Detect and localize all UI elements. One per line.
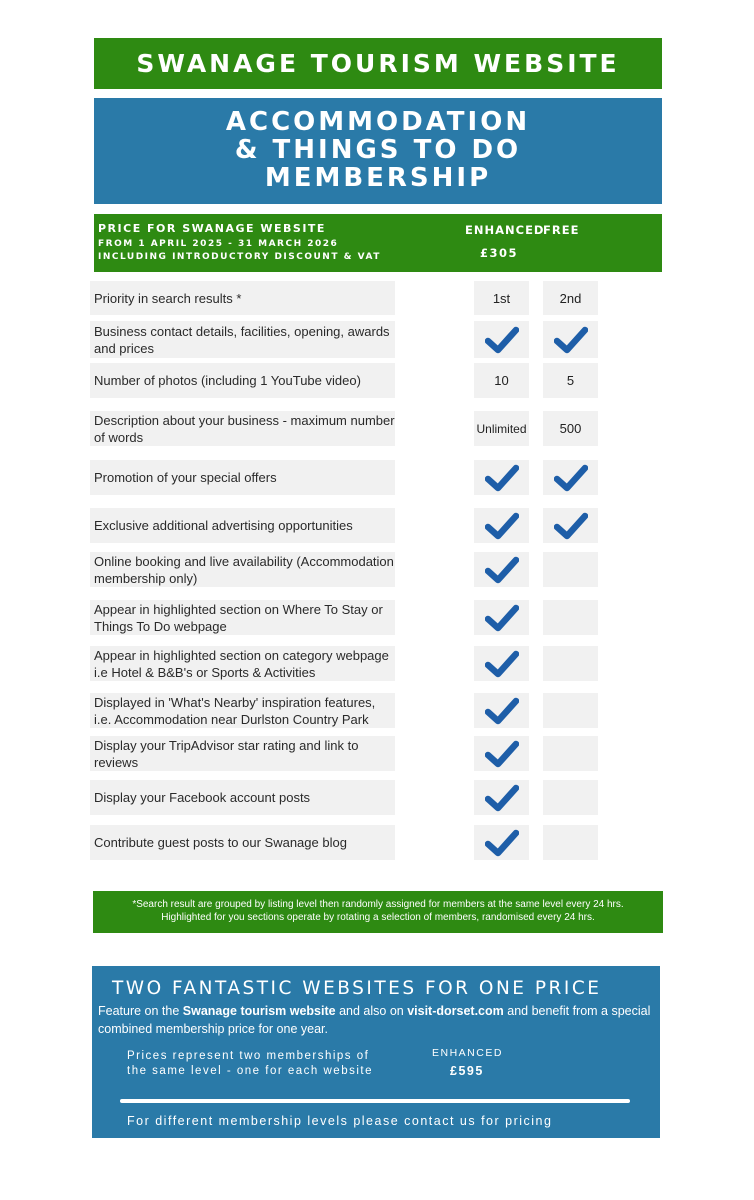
title-line-3: MEMBERSHIP — [264, 163, 492, 193]
enhanced-cell — [474, 825, 529, 860]
checkmark-icon — [485, 784, 519, 812]
checkmark-icon — [485, 697, 519, 725]
enhanced-cell — [474, 281, 529, 315]
footnote-line-1: *Search result are grouped by listing level then randomly assigned for members at the same level every 24 hrs. — [132, 899, 624, 910]
free-cell — [543, 281, 598, 315]
feature-label: Online booking and live availability (Accommodation membership only) — [90, 552, 395, 587]
enhanced-value: Unlimited — [476, 421, 527, 436]
enhanced-value: 1st — [492, 290, 511, 306]
feature-label: Promotion of your special offers — [90, 460, 395, 495]
checkmark-icon — [485, 740, 519, 768]
combined-offer-box — [92, 966, 660, 1138]
offer-note-line-1: Prices represent two memberships of — [127, 1050, 370, 1062]
feature-label: Description about your business - maximum number of words — [90, 411, 395, 446]
enhanced-column-header: ENHANCED — [465, 223, 545, 237]
free-cell — [543, 552, 598, 587]
enhanced-cell — [474, 646, 529, 681]
checkmark-icon — [485, 604, 519, 632]
feature-label: Priority in search results * — [90, 281, 395, 315]
enhanced-price: £305 — [480, 246, 519, 260]
free-cell — [543, 736, 598, 771]
checkmark-icon — [554, 326, 588, 354]
enhanced-cell — [474, 780, 529, 815]
offer-note-line-2: the same level - one for each website — [127, 1065, 373, 1077]
offer-note — [127, 1049, 373, 1079]
enhanced-cell — [474, 736, 529, 771]
enhanced-value: 10 — [494, 373, 509, 388]
price-period: FROM 1 APRIL 2025 - 31 MARCH 2026 — [98, 239, 339, 249]
offer-site-1: Swanage tourism website — [182, 1004, 336, 1018]
enhanced-cell — [474, 363, 529, 398]
title-line-2: & THINGS TO DO — [234, 135, 522, 165]
free-cell — [543, 780, 598, 815]
footnote-line-2: Highlighted for you sections operate by rotating a selection of members, randomised every 24 hrs. — [161, 912, 595, 923]
enhanced-cell — [474, 321, 529, 358]
free-cell — [543, 460, 598, 495]
site-banner: SWANAGE TOURISM WEBSITE — [94, 38, 662, 89]
enhanced-cell — [474, 552, 529, 587]
offer-description — [98, 1002, 654, 1038]
free-value: 5 — [566, 373, 575, 388]
free-cell — [543, 693, 598, 728]
offer-text-3: and benefit from a special combined membership price for one year. — [98, 1004, 651, 1036]
enhanced-cell — [474, 460, 529, 495]
offer-site-2: visit-dorset.com — [407, 1004, 504, 1018]
free-value: 500 — [559, 421, 582, 436]
checkmark-icon — [485, 829, 519, 857]
price-note: INCLUDING INTRODUCTORY DISCOUNT & VAT — [98, 252, 381, 262]
feature-label: Exclusive additional advertising opportunities — [90, 508, 395, 543]
footnote — [93, 891, 663, 933]
feature-label: Contribute guest posts to our Swanage blog — [90, 825, 395, 860]
checkmark-icon — [554, 512, 588, 540]
divider — [120, 1099, 630, 1103]
enhanced-cell — [474, 508, 529, 543]
offer-enhanced-label: ENHANCED — [432, 1047, 503, 1059]
checkmark-icon — [485, 650, 519, 678]
checkmark-icon — [485, 512, 519, 540]
free-cell — [543, 363, 598, 398]
page-title — [94, 98, 662, 204]
free-cell — [543, 508, 598, 543]
offer-title: TWO FANTASTIC WEBSITES FOR ONE PRICE — [112, 978, 602, 999]
free-cell — [543, 646, 598, 681]
price-header-title: PRICE FOR SWANAGE WEBSITE — [98, 222, 326, 235]
checkmark-icon — [554, 464, 588, 492]
contact-note: For different membership levels please contact us for pricing — [127, 1114, 553, 1128]
checkmark-icon — [485, 464, 519, 492]
free-cell — [543, 411, 598, 446]
feature-label: Display your Facebook account posts — [90, 780, 395, 815]
offer-text-2: and also on — [335, 1004, 408, 1018]
offer-text-1: Feature on the — [98, 1004, 183, 1018]
feature-label: Number of photos (including 1 YouTube video) — [90, 363, 395, 398]
feature-label: Appear in highlighted section on Where To Stay or Things To Do webpage — [90, 600, 395, 635]
free-column-header: FREE — [543, 223, 580, 237]
feature-label: Display your TripAdvisor star rating and link to reviews — [90, 736, 395, 771]
free-value: 2nd — [559, 290, 582, 306]
checkmark-icon — [485, 326, 519, 354]
enhanced-cell — [474, 693, 529, 728]
offer-enhanced-price: £595 — [450, 1064, 484, 1078]
feature-label: Displayed in 'What's Nearby' inspiration features, i.e. Accommodation near Durlston Country Park — [90, 693, 395, 728]
feature-label: Appear in highlighted section on category webpage i.e Hotel & B&B's or Sports & Activities — [90, 646, 395, 681]
enhanced-cell — [474, 411, 529, 446]
feature-label: Business contact details, facilities, opening, awards and prices — [90, 321, 395, 358]
enhanced-cell — [474, 600, 529, 635]
price-header — [94, 214, 662, 272]
free-cell — [543, 600, 598, 635]
checkmark-icon — [485, 556, 519, 584]
title-line-1: ACCOMMODATION — [225, 107, 531, 137]
free-cell — [543, 321, 598, 358]
free-cell — [543, 825, 598, 860]
